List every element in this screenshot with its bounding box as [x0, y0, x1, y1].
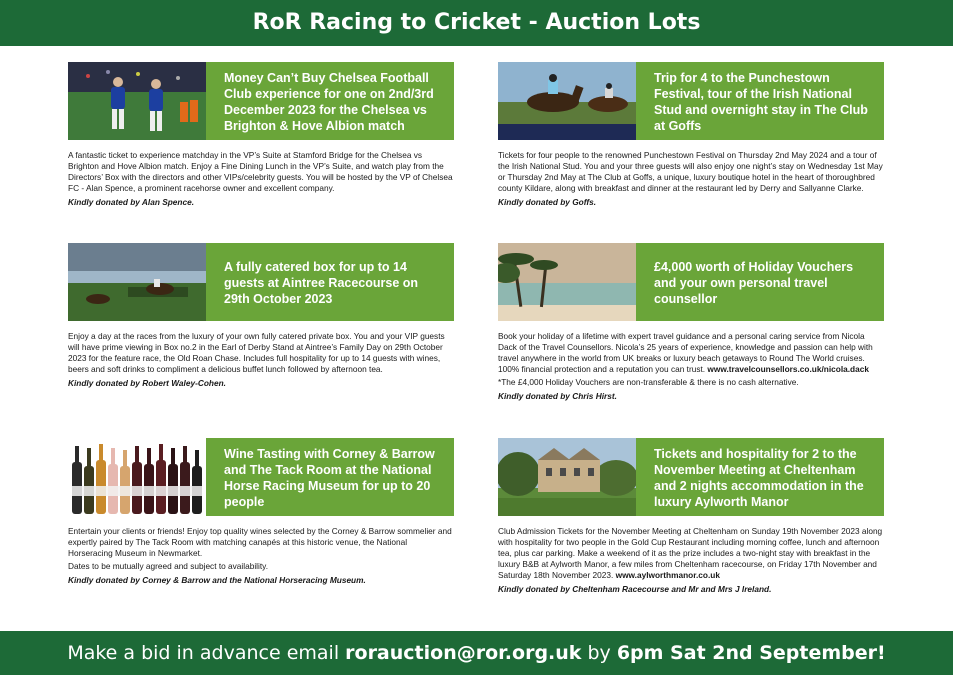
lot-donor: Kindly donated by Corney & Barrow and the National Horseracing Museum. — [68, 575, 366, 585]
lot-description: Enjoy a day at the races from the luxury of your own fully catered private box. You and your VIP guests will have prime viewing in Box no.2 in the Earl of Derby Stand at Aintree’s Family Day on 29th October 2023 for the feature race, the Old Roan Chase. Includes full hospitality for up to 14 guests with wines, beers and soft drinks to compliment a delicious buffet lunch followed by afternoon tea. — [68, 331, 445, 374]
page-header — [0, 0, 953, 46]
lot-donor: Kindly donated by Goffs. — [498, 197, 597, 207]
lot-note: *The £4,000 Holiday Vouchers are non-transferable & there is no cash alternative. — [498, 377, 799, 387]
website-link[interactable]: www.aylworthmanor.co.uk — [615, 570, 720, 580]
lot-card — [68, 438, 454, 586]
lot-title: Money Can’t Buy Chelsea Football Club experience for one on 2nd/3rd December 2023 for the Chelsea vs Brighton & Hove Albion match — [206, 62, 454, 140]
lot-title: Tickets and hospitality for 2 to the November Meeting at Cheltenham and 2 nights accommodation in the luxury Aylworth Manor — [636, 438, 884, 516]
lot-description: Tickets for four people to the renowned Punchestown Festival on Thursday 2nd May 2024 and a tour of the Irish National Stud. You and your three guests will also enjoy one night’s stay on Wednesday 1st May or Thursday 2nd May at The Club at Goffs, a unique, luxury boutique hotel in the heart of thoroughbred county Kildare, along with breakfast and dinner at the restaurant led by Derry and Sallyanne Clarke. — [498, 150, 883, 193]
wine-bottles-photo — [68, 438, 206, 516]
lot-title: A fully catered box for up to 14 guests at Aintree Racecourse on 29th October 2023 — [206, 243, 454, 321]
lot-donor: Kindly donated by Alan Spence. — [68, 197, 195, 207]
lot-donor: Kindly donated by Cheltenham Racecourse and Mr and Mrs J Ireland. — [498, 584, 772, 594]
lot-title: Wine Tasting with Corney & Barrow and The Tack Room at the National Horse Racing Museum for up to 20 people — [206, 438, 454, 516]
lot-banner — [68, 62, 454, 140]
page-footer — [0, 631, 953, 675]
page-title: RoR Racing to Cricket - Auction Lots — [252, 10, 701, 35]
lot-card — [498, 438, 884, 595]
tropical-beach-photo — [498, 243, 636, 321]
lot-description: Club Admission Tickets for the November Meeting at Cheltenham on Sunday 19th November 2023 along with hospitality for two people in the Gold Cup Restaurant including morning coffee, lunch and afternoon tea, plus car parking. Make a weekend of it as the prize includes a two-night stay with breakfast in the luxury B&B at Aylworth Manor, a few miles from Cheltenham racecourse, on Friday 17th November and Saturday 18th November 2023. www.aylworthmanor.co.uk — [498, 526, 883, 580]
auction-email-link[interactable]: rorauction@ror.org.uk — [345, 642, 582, 664]
chelsea-football-photo — [68, 62, 206, 140]
lot-card — [498, 243, 884, 402]
lot-title: Trip for 4 to the Punchestown Festival, tour of the Irish National Stud and overnight stay in The Club at Goffs — [636, 62, 884, 140]
bid-deadline: 6pm Sat 2nd September! — [616, 642, 886, 664]
lot-card — [68, 243, 454, 389]
lot-banner — [498, 438, 884, 516]
lot-note: Dates to be mutually agreed and subject to availability. — [68, 561, 269, 571]
lot-donor: Kindly donated by Robert Waley-Cohen. — [68, 378, 226, 388]
lot-banner — [68, 243, 454, 321]
horse-jumping-photo — [498, 62, 636, 140]
lot-banner — [498, 243, 884, 321]
lot-description: Entertain your clients or friends! Enjoy top quality wines selected by the Corney & Barrow sommelier and expertly paired by The Tack Room with matching canapés at this historic venue, the National Horseracing Museum in Newmarket. Dates to be mutually agreed and subject to availability. — [68, 526, 454, 572]
lot-card — [68, 62, 454, 208]
website-link[interactable]: www.travelcounsellors.co.uk/nicola.dack — [707, 364, 869, 374]
lot-description: A fantastic ticket to experience matchday in the VP’s Suite at Stamford Bridge for the Chelsea vs Brighton and Hove Albion match. Enjoy a Fine Dining Lunch in the VP’s Suite, and watch play from the Directors’ Box with the directors and other VIPs/celebrity guests. You will be hosted by the VP of Chelsea FC - Alan Spence, a prominent racehorse owner and excellent company. — [68, 150, 453, 193]
aylworth-manor-photo — [498, 438, 636, 516]
lot-banner — [498, 62, 884, 140]
lot-title: £4,000 worth of Holiday Vouchers and your own personal travel counsellor — [636, 243, 884, 321]
lot-description: Book your holiday of a lifetime with expert travel guidance and a personal caring service from Nicola Dack of the Travel Counsellors. Nicola’s 25 years of experience, knowledge and passion can help with travel anywhere in the world from UK breaks or luxury beach getaways to Round The World cruises. 100% financial protection and a reputation you can trust. www.travelcounsellors.co.uk/nicola.dack *The £4,000 Holiday Vouchers are non-transferable & there is no cash alternative. — [498, 331, 884, 388]
aintree-racecourse-photo — [68, 243, 206, 321]
lot-card — [498, 62, 884, 208]
footer-middle: by — [581, 642, 617, 664]
lot-banner — [68, 438, 454, 516]
footer-prefix: Make a bid in advance email — [67, 642, 346, 664]
lot-donor: Kindly donated by Chris Hirst. — [498, 391, 617, 401]
